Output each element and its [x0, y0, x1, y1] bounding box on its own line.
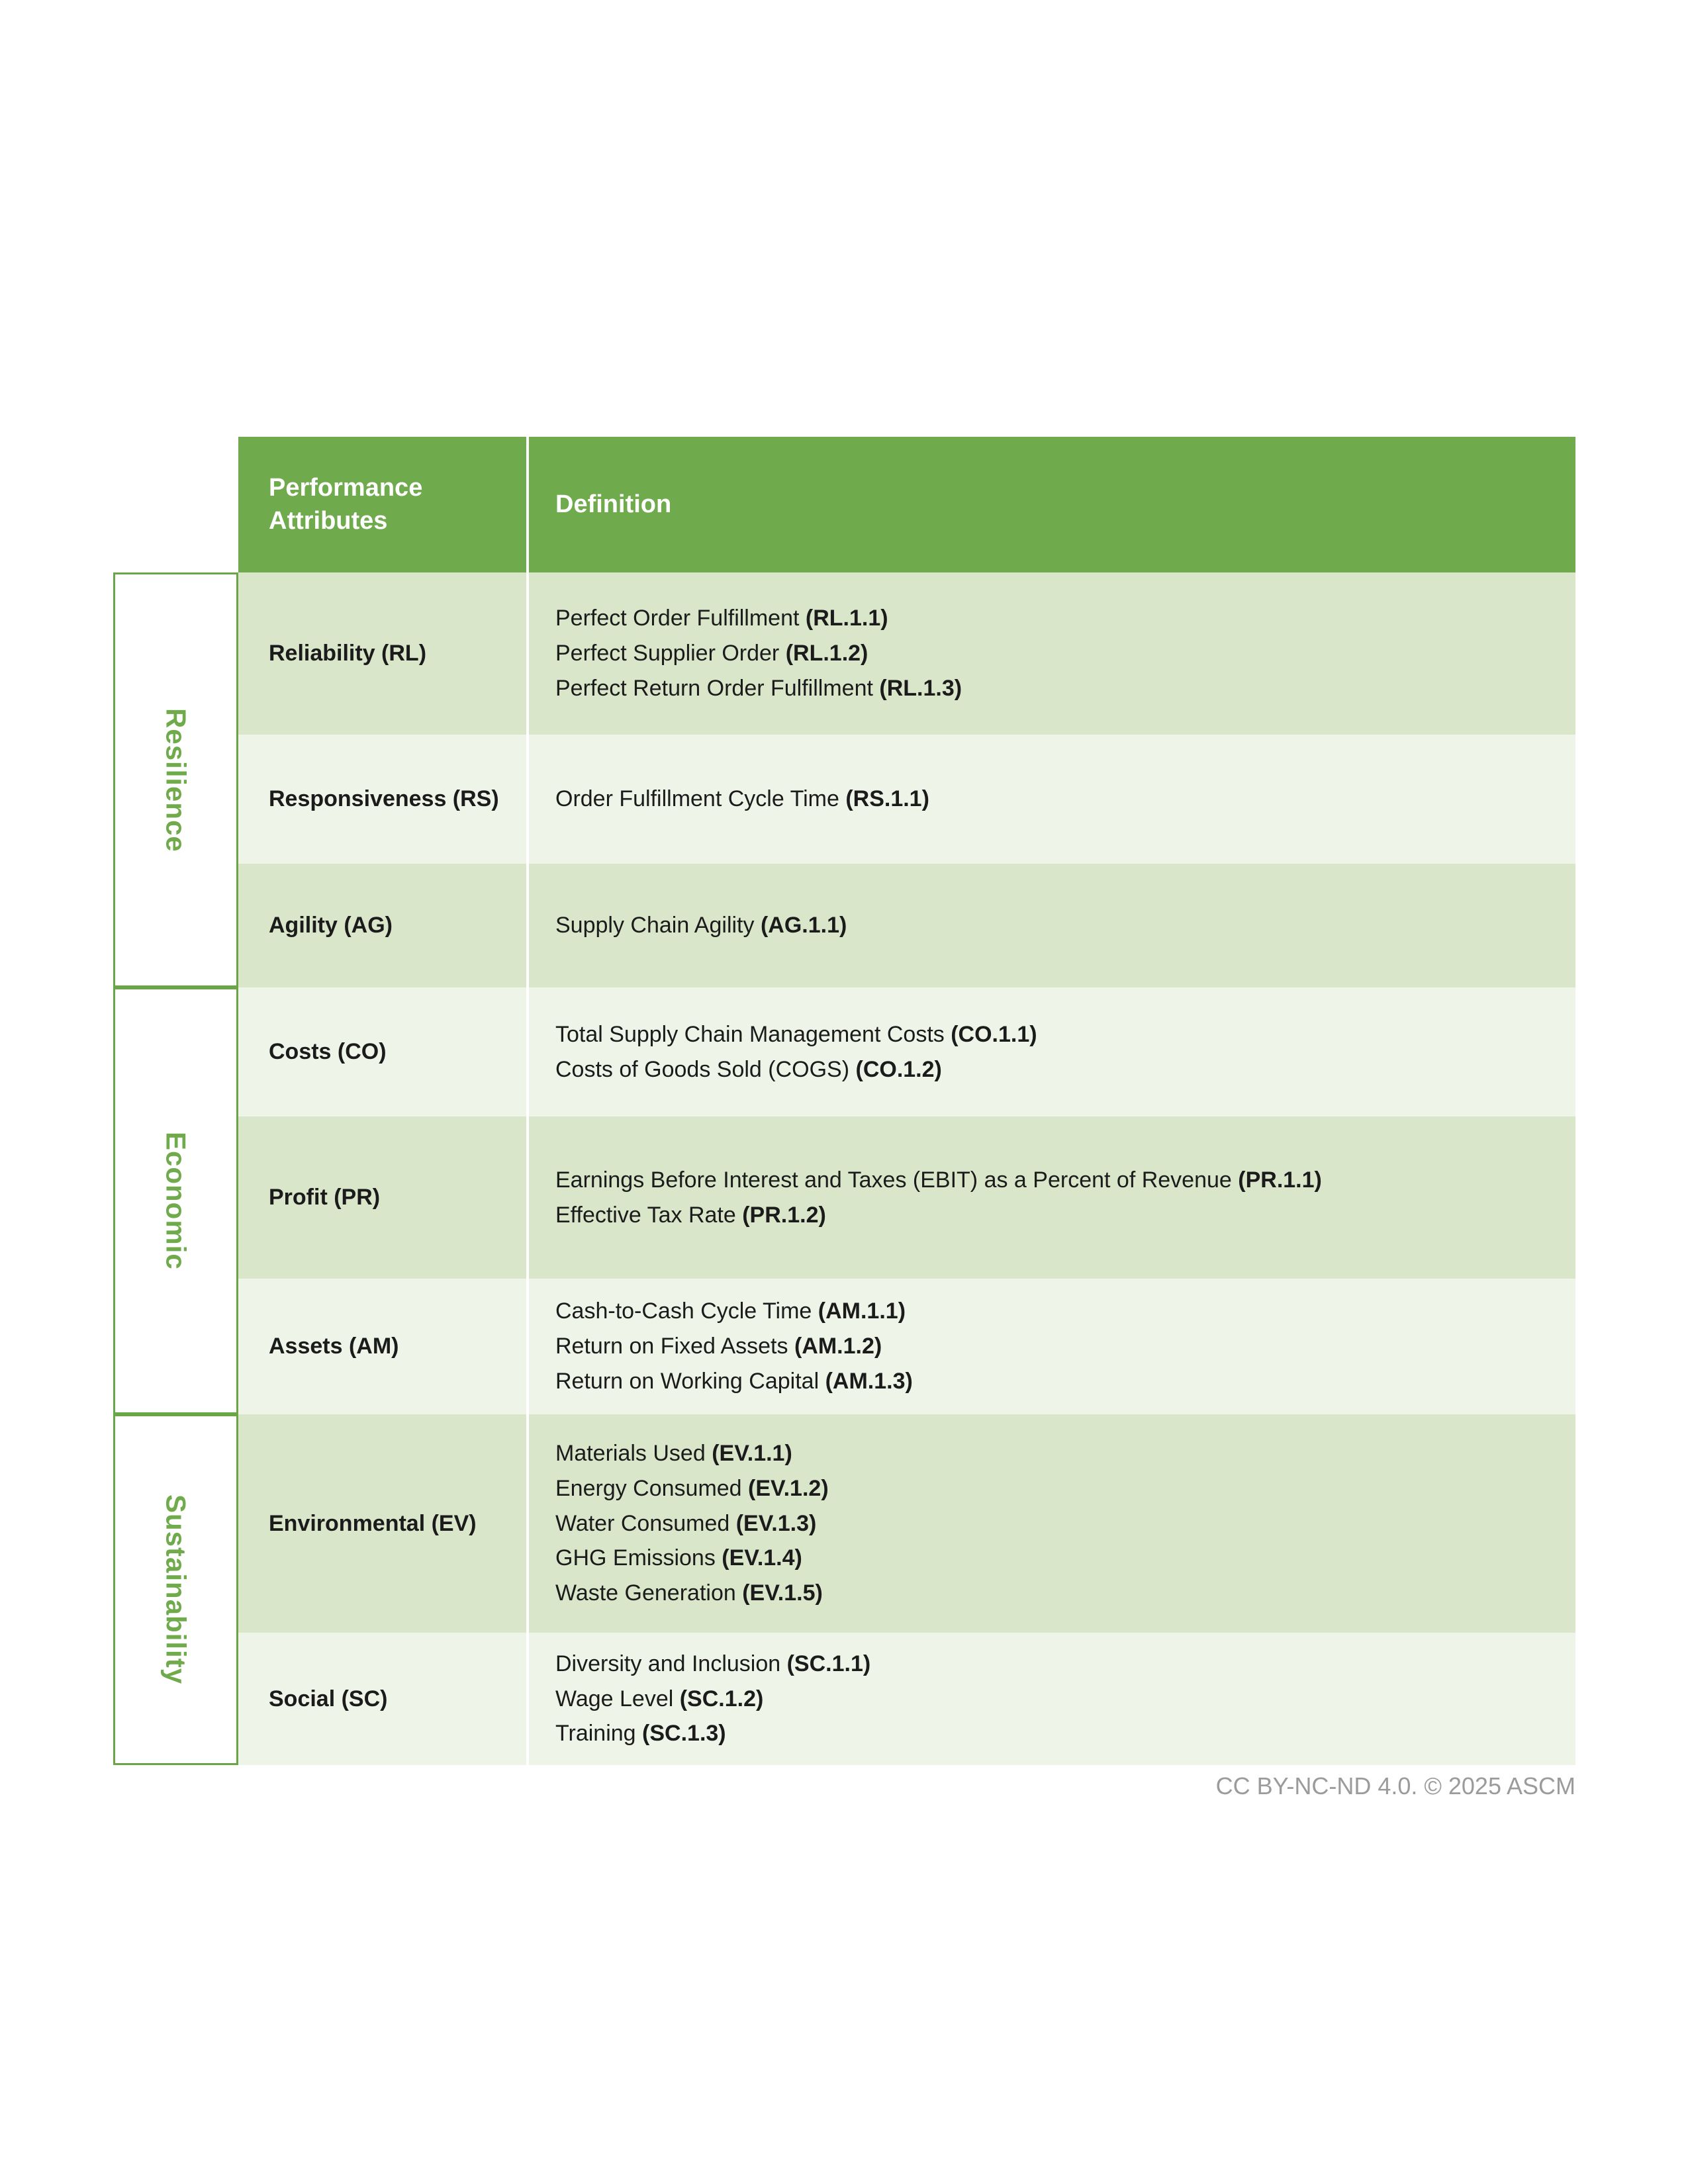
definition-text: Perfect Order Fulfillment — [555, 606, 806, 631]
attribute-cell — [238, 1414, 526, 1633]
definition-text: GHG Emissions — [555, 1545, 722, 1571]
attribute-cell — [238, 1116, 526, 1279]
column-header-label: Definition — [555, 490, 672, 518]
definition-text: Perfect Return Order Fulfillment — [555, 675, 880, 701]
attribute-label: Costs (CO) — [269, 1039, 387, 1065]
definition-text: Costs of Goods Sold (COGS) — [555, 1056, 856, 1082]
definition-code: (SC.1.1) — [786, 1651, 871, 1676]
attribute-label: Responsiveness (RS) — [269, 786, 499, 812]
definition-line — [555, 1682, 1556, 1717]
definition-text: Training — [555, 1721, 643, 1747]
performance-attributes-table — [113, 437, 1575, 1765]
definition-line — [555, 1576, 1556, 1611]
definition-line — [555, 1163, 1556, 1198]
definition-line — [555, 1198, 1556, 1233]
definition-text: Wage Level — [555, 1686, 680, 1711]
definition-line — [555, 1436, 1556, 1471]
definition-code: (CO.1.2) — [855, 1056, 942, 1082]
definition-text: Cash-to-Cash Cycle Time — [555, 1298, 818, 1324]
attribute-label: Social (SC) — [269, 1686, 388, 1711]
definition-line — [555, 1647, 1556, 1682]
definition-text: Return on Working Capital — [555, 1368, 825, 1394]
definition-line — [555, 908, 1556, 943]
attribute-label: Assets (AM) — [269, 1334, 399, 1359]
attribute-label: Profit (PR) — [269, 1185, 381, 1210]
group-bracket-sustainability — [113, 1414, 238, 1765]
attribute-label: Agility (AG) — [269, 913, 393, 938]
attribute-label: Environmental (EV) — [269, 1510, 477, 1536]
attribute-label: Reliability (RL) — [269, 641, 427, 666]
definition-code: (EV.1.4) — [722, 1545, 802, 1571]
definition-cell — [526, 1279, 1575, 1414]
attribute-cell — [238, 987, 526, 1116]
column-header-performance-attributes — [238, 437, 526, 572]
attribute-cell — [238, 735, 526, 864]
definition-cell — [526, 1414, 1575, 1633]
definition-cell — [526, 1633, 1575, 1765]
group-label-economic: Economic — [160, 1132, 192, 1270]
column-header-label: Performance Attributes — [269, 474, 423, 535]
definition-cell — [526, 735, 1575, 864]
definition-line — [555, 1541, 1556, 1576]
definition-line — [555, 1471, 1556, 1506]
definition-line — [555, 1506, 1556, 1541]
definition-code: (AM.1.1) — [818, 1298, 906, 1324]
definition-cell — [526, 987, 1575, 1116]
definition-code: (SC.1.2) — [679, 1686, 764, 1711]
definition-cell — [526, 864, 1575, 987]
definition-code: (RL.1.1) — [805, 606, 888, 631]
definition-code: (EV.1.2) — [748, 1475, 829, 1501]
definition-code: (AG.1.1) — [760, 913, 847, 938]
definition-text: Materials Used — [555, 1441, 712, 1467]
definition-code: (SC.1.3) — [642, 1721, 726, 1747]
definition-line — [555, 1017, 1556, 1052]
definition-cell — [526, 572, 1575, 735]
definition-line — [555, 671, 1556, 706]
definition-text: Water Consumed — [555, 1510, 736, 1536]
definition-line — [555, 636, 1556, 671]
group-label-sustainability: Sustainability — [160, 1494, 192, 1685]
definition-code: (PR.1.1) — [1238, 1167, 1322, 1193]
attribute-cell — [238, 864, 526, 987]
definition-code: (EV.1.5) — [742, 1580, 823, 1606]
definition-code: (RS.1.1) — [845, 786, 929, 812]
definition-line — [555, 782, 1556, 817]
definition-code: (EV.1.3) — [735, 1510, 817, 1536]
definition-text: Earnings Before Interest and Taxes (EBIT) as a Percent of Revenue — [555, 1167, 1239, 1193]
definition-code: (RL.1.2) — [785, 641, 868, 666]
group-bracket-resilience — [113, 572, 238, 987]
definition-code: (PR.1.2) — [742, 1202, 826, 1228]
definition-text: Perfect Supplier Order — [555, 641, 786, 666]
definition-code: (AM.1.3) — [825, 1368, 913, 1394]
definition-text: Waste Generation — [555, 1580, 743, 1606]
definition-line — [555, 1329, 1556, 1364]
definition-cell — [526, 1116, 1575, 1279]
definition-code: (EV.1.1) — [712, 1441, 792, 1467]
definition-line — [555, 1364, 1556, 1399]
definition-text: Effective Tax Rate — [555, 1202, 743, 1228]
definition-text: Total Supply Chain Management Costs — [555, 1021, 951, 1047]
definition-line — [555, 601, 1556, 636]
definition-code: (AM.1.2) — [794, 1334, 882, 1359]
definition-text: Order Fulfillment Cycle Time — [555, 786, 846, 812]
definition-text: Diversity and Inclusion — [555, 1651, 787, 1676]
attribute-cell — [238, 572, 526, 735]
table-corner-spacer — [113, 437, 238, 572]
definition-line — [555, 1716, 1556, 1751]
definition-line — [555, 1052, 1556, 1087]
attribute-cell — [238, 1633, 526, 1765]
definition-text: Supply Chain Agility — [555, 913, 761, 938]
license-attribution: CC BY-NC-ND 4.0. © 2025 ASCM — [1215, 1772, 1575, 1799]
definition-code: (RL.1.3) — [879, 675, 962, 701]
definition-text: Energy Consumed — [555, 1475, 749, 1501]
attribute-cell — [238, 1279, 526, 1414]
group-label-resilience: Resilience — [160, 707, 192, 852]
column-header-definition — [526, 437, 1575, 572]
definition-text: Return on Fixed Assets — [555, 1334, 794, 1359]
definition-line — [555, 1294, 1556, 1329]
group-bracket-economic — [113, 987, 238, 1414]
definition-code: (CO.1.1) — [951, 1021, 1037, 1047]
